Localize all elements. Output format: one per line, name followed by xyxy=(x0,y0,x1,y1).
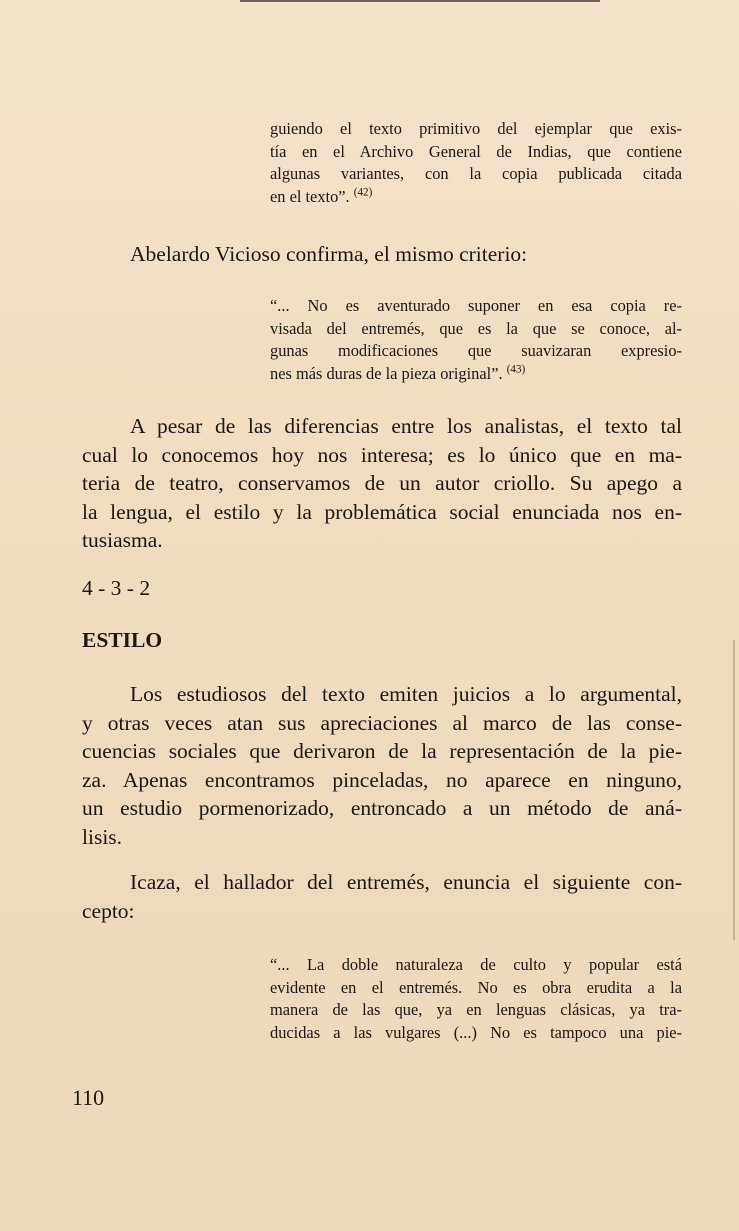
block-quote-icaza-text xyxy=(270,118,682,208)
paragraph-line: un estudio pormenorizado, entroncado a un método de aná- xyxy=(82,796,682,821)
quote-line-last xyxy=(270,186,682,209)
quote-line-text: en el texto”. xyxy=(270,186,350,206)
section-number: 4 - 3 - 2 xyxy=(82,576,151,600)
paragraph-line: za. Apenas encontramos pinceladas, no aparece en ninguno, xyxy=(82,767,682,792)
footnote-ref: (42) xyxy=(353,185,373,198)
quote-line: evidente en el entremés. No es obra erudita a la xyxy=(270,977,682,997)
paragraph-line: la lengua, el estilo y la problemática social enunciada nos en- xyxy=(82,499,682,524)
quote-line: visada del entremés, que es la que se conoce, al- xyxy=(270,318,682,338)
block-quote-icaza xyxy=(270,954,682,1044)
paragraph-analistas xyxy=(82,412,682,555)
paragraph-line: lisis. xyxy=(82,824,123,849)
top-edge-rule xyxy=(240,0,600,2)
quote-line: algunas variantes, con la copia publicada citada xyxy=(270,164,682,183)
section-title: ESTILO xyxy=(82,628,163,652)
paragraph-line: cepto: xyxy=(82,898,135,923)
right-edge-shadow xyxy=(733,640,735,940)
paragraph-line: A pesar de las diferencias entre los analistas, el texto tal xyxy=(130,414,682,438)
paragraph-line: cuencias sociales que derivaron de la representación de la pie- xyxy=(82,739,682,764)
paragraph-vicioso-intro xyxy=(82,240,682,269)
quote-line: manera de las que, ya en lenguas clásicas, ya tra- xyxy=(270,1000,682,1019)
paragraph-line: Abelardo Vicioso confirma, el mismo criterio: xyxy=(130,242,528,266)
quote-line-last xyxy=(270,363,682,386)
page-number: 110 xyxy=(72,1085,105,1110)
paragraph-line: teria de teatro, conservamos de un autor criollo. Su apego a xyxy=(82,471,682,496)
paragraph-icaza-intro xyxy=(82,868,682,925)
footnote-ref: (43) xyxy=(506,362,526,375)
quote-line: “... La doble naturaleza de culto y popular está xyxy=(270,955,682,974)
paragraph-estudiosos xyxy=(82,680,682,852)
quote-line: guiendo el texto primitivo del ejemplar que exis- xyxy=(270,119,682,138)
paragraph-line: tusiasma. xyxy=(82,528,163,553)
paragraph-line: Los estudiosos del texto emiten juicios a lo argumental, xyxy=(130,682,682,706)
block-quote-vicioso xyxy=(270,295,682,385)
paragraph-line: y otras veces atan sus apreciaciones al marco de las conse- xyxy=(82,710,682,735)
quote-line: ducidas a las vulgares (...) No es tampoco una pie- xyxy=(270,1022,682,1042)
paragraph-line: Icaza, el hallador del entremés, enuncia el siguiente con- xyxy=(130,870,682,894)
quote-line: gunas modificaciones que suavizaran expresio- xyxy=(270,341,682,360)
quote-line-text: nes más duras de la pieza original”. xyxy=(270,363,503,383)
quote-line: “... No es aventurado suponer en esa copia re- xyxy=(270,296,682,315)
paragraph-line: cual lo conocemos hoy nos interesa; es lo único que en ma- xyxy=(82,442,682,467)
quote-line: tía en el Archivo General de Indias, que contiene xyxy=(270,141,682,161)
